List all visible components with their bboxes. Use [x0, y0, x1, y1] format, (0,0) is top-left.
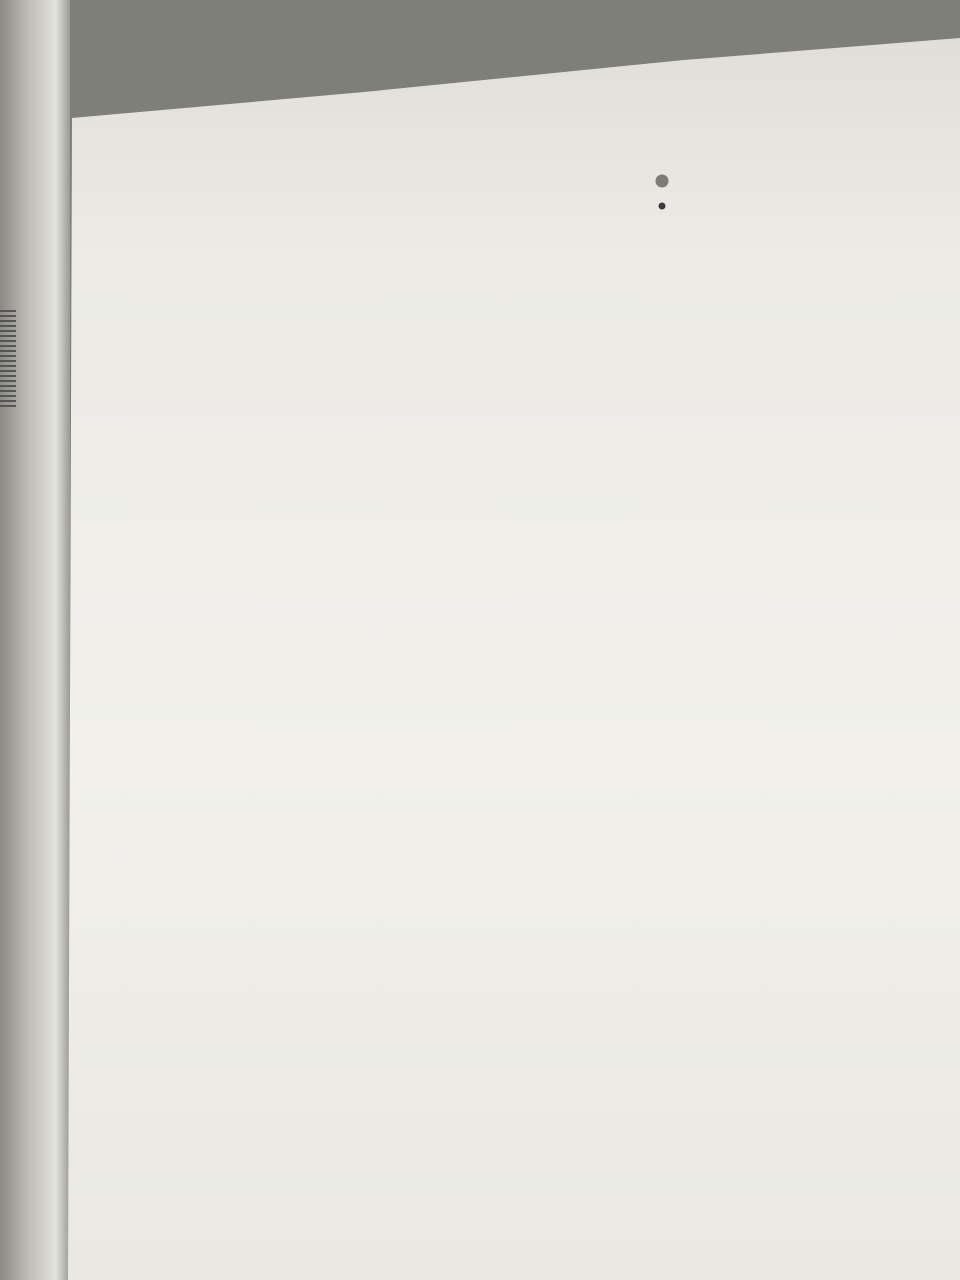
figure-legend: [656, 175, 669, 210]
deoxyribose-legend-icon: [656, 175, 669, 188]
phosphate-legend-icon: [659, 203, 666, 210]
